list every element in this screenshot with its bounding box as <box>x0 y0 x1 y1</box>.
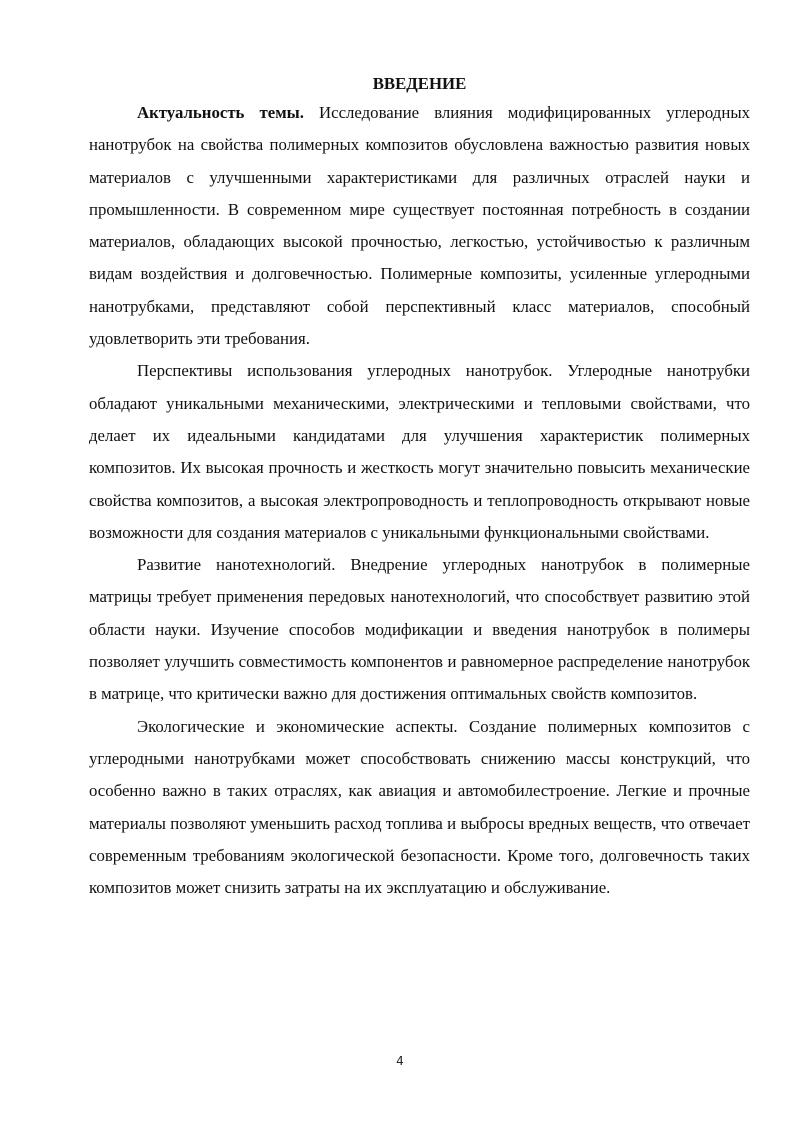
paragraph-nanotech: Развитие нанотехнологий. Внедрение углеродных нанотрубок в полимерные матрицы требует применения передовых нанотехнологий, что способствует развитию этой области науки. Изучение способов модификации и введения нанотрубок в полимеры позволяет улучшить совместимость компонентов и равномерное распределение нанотрубок в матрице, что критически важно для достижения оптимальных свойств композитов. <box>89 555 750 704</box>
page-number: 4 <box>396 1054 404 1068</box>
paragraph-lead-bold: Актуальность темы. <box>137 103 304 122</box>
section-heading: ВВЕДЕНИЕ <box>372 74 467 93</box>
paragraph-ecology: Экологические и экономические аспекты. Создание полимерных композитов с углеродными нанотрубками может способствовать снижению массы конструкций, что особенно важно в таких отраслях, как авиация и автомобилестроение. Легкие и прочные материалы позволяют уменьшить расход топлива и выбросы вредных веществ, что отвечает современным требованиям экологической безопасности. Кроме того, долговечность таких композитов может снизить затраты на их эксплуатацию и обслуживание. <box>89 716 750 898</box>
document-body <box>89 70 750 904</box>
paragraph-relevance <box>89 97 750 355</box>
paragraph-prospects: Перспективы использования углеродных нанотрубок. Углеродные нанотрубки обладают уникальными механическими, электрическими и тепловыми свойствами, что делает их идеальными кандидатами для улучшения характеристик полимерных композитов. Их высокая прочность и жесткость могут значительно повысить механические свойства композитов, а высокая электропроводность и теплопроводность открывают новые возможности для создания материалов с уникальными функциональными свойствами. <box>89 361 750 542</box>
paragraph-text: Исследование влияния модифицированных углеродных нанотрубок на свойства полимерных композитов обусловлена важностью развития новых материалов с улучшенными характеристиками для различных отраслей науки и промышленности. В современном мире существует постоянная потребность в создании материалов, обладающих высокой прочностью, легкостью, устойчивостью к различным видам воздействия и долговечностью. Полимерные композиты, усиленные углеродными нанотрубками, представляют собой перспективный класс материалов, способный удовлетворить эти требования. <box>89 103 750 349</box>
